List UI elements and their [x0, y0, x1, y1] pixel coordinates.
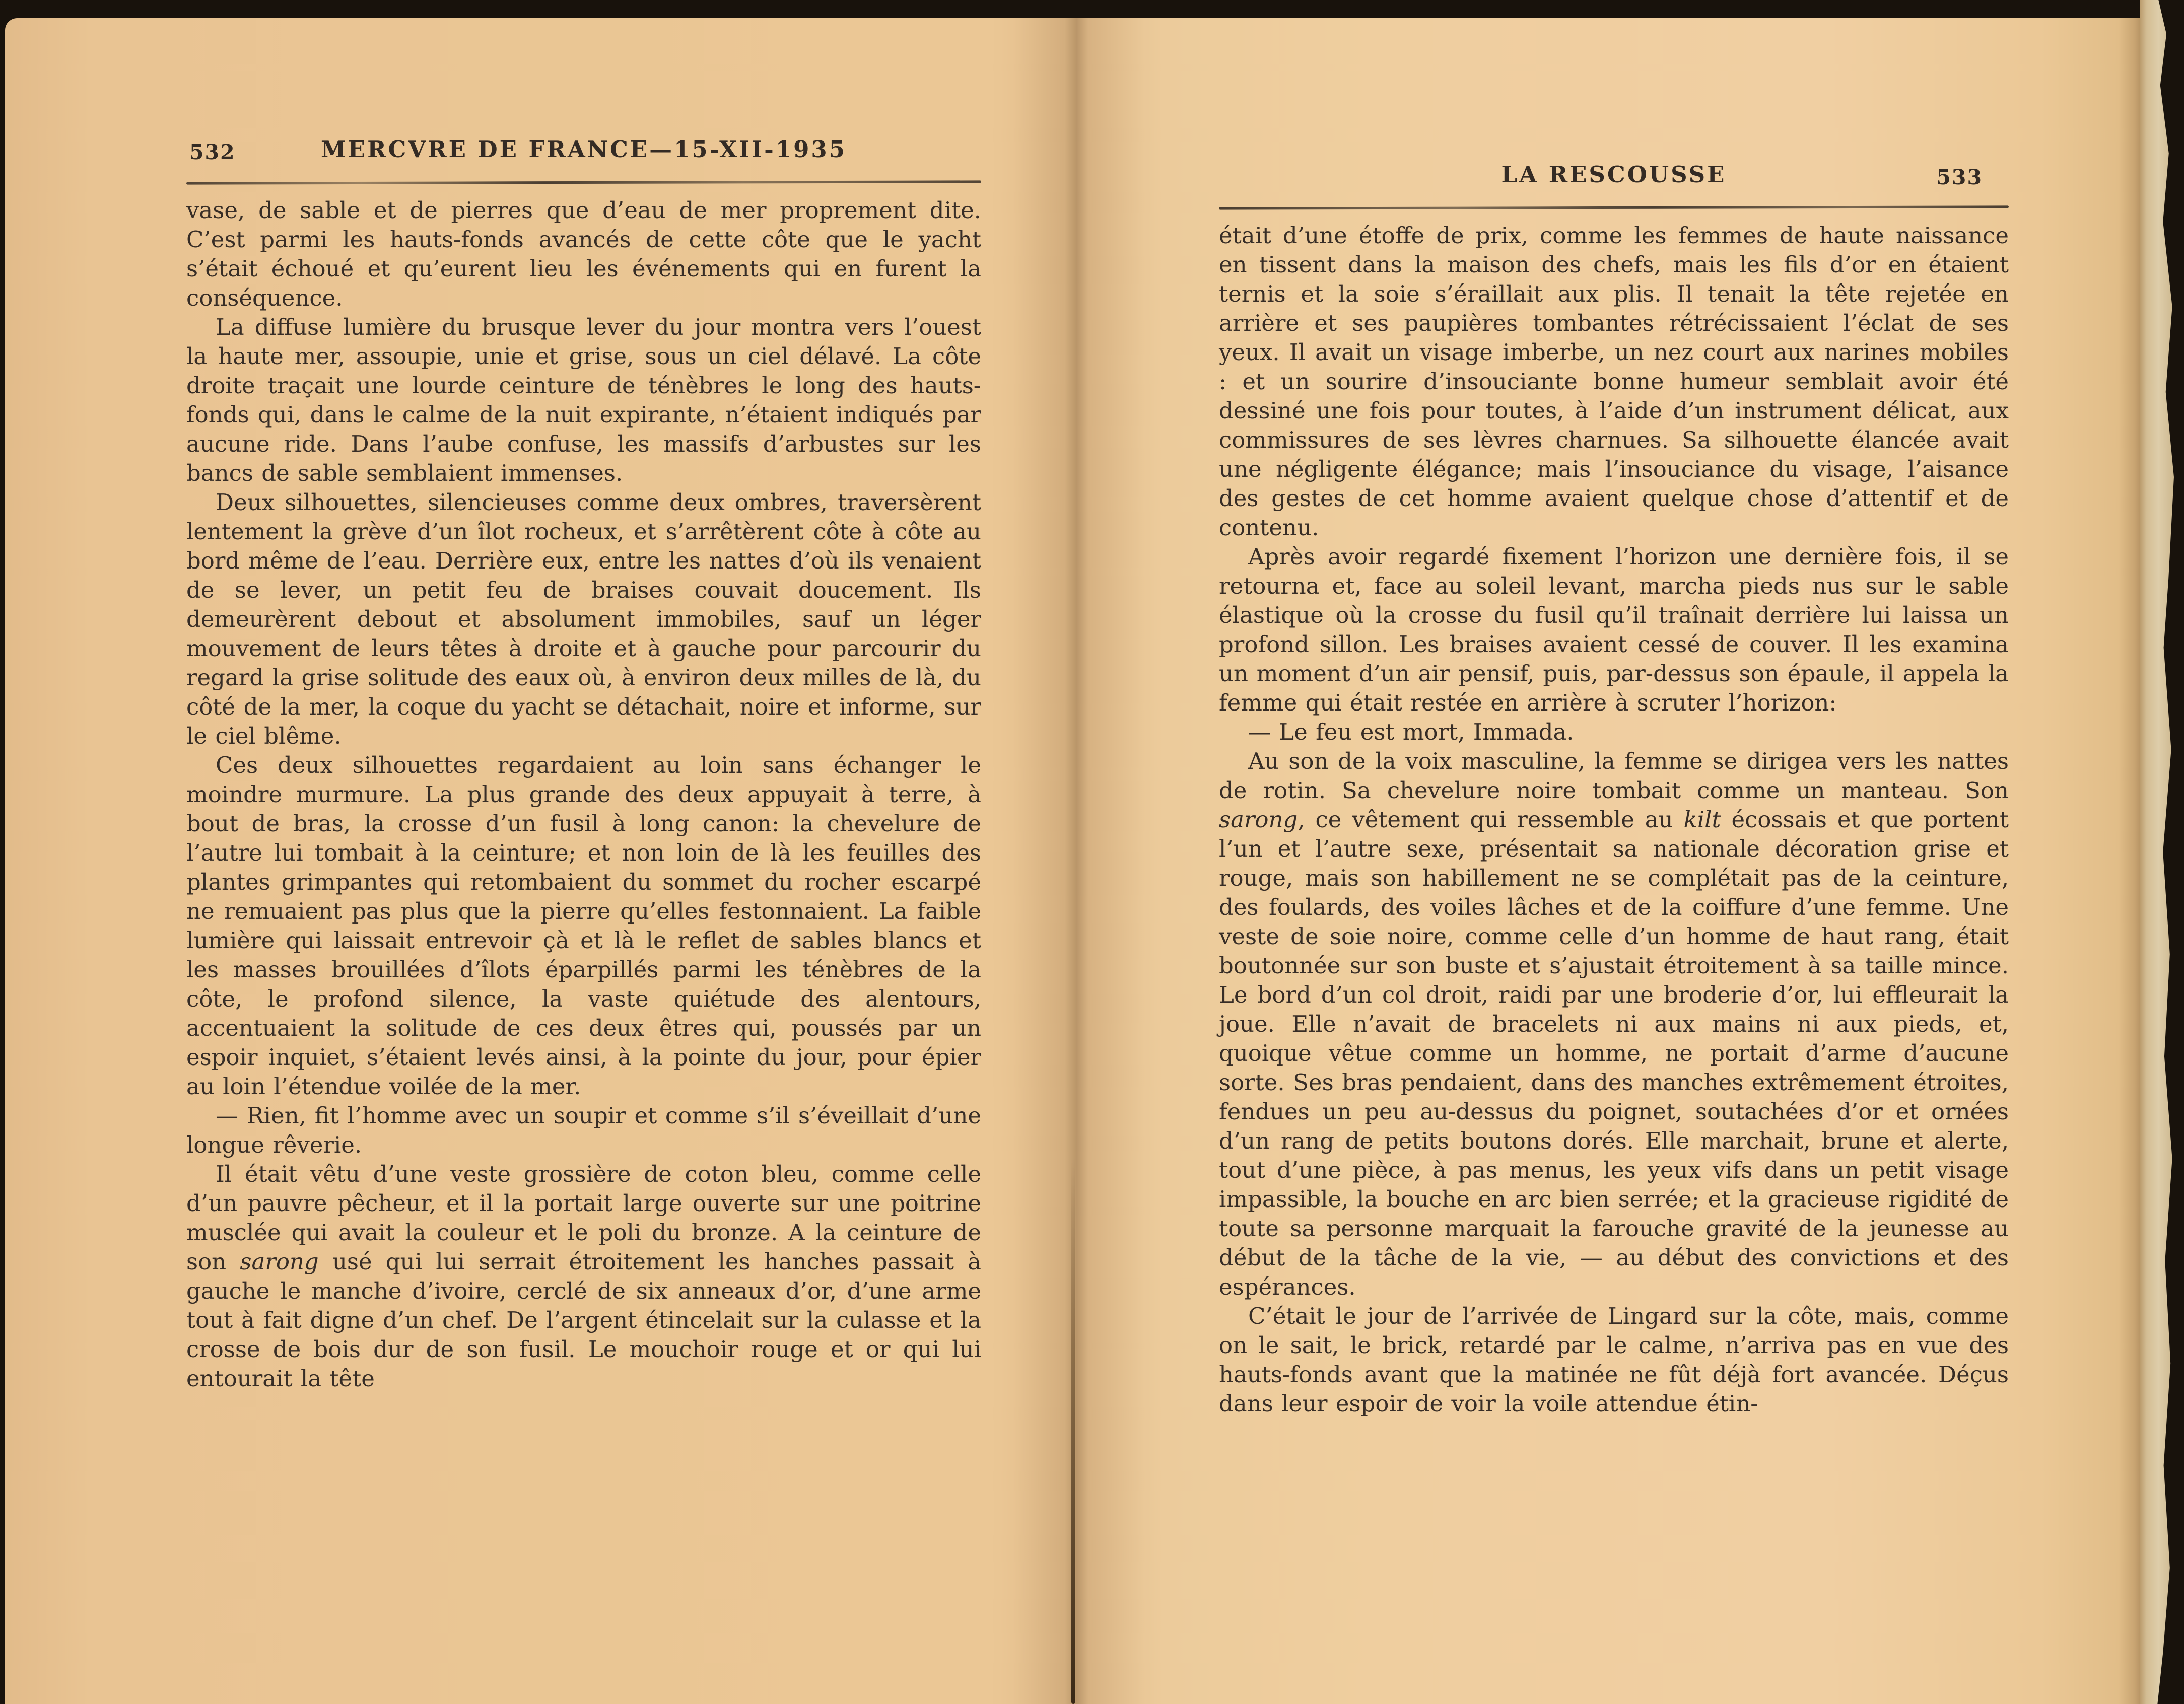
italic-text: sarong	[1219, 806, 1298, 833]
paragraph	[1219, 1302, 2009, 1418]
body-text: Deux silhouettes, silencieuses comme deux ombres, traversèrent lentement la grève d’un îlot rocheux, et s’arrêtèrent côte à côte au bord même de l’eau. Derrière eux, entre les nattes d’où ils venaient de se lever, un petit feu de braises couvait doucement. Ils demeurèrent debout et absolument immobiles, sauf un léger mouvement de leurs têtes à droite et à gauche pour parcourir du regard la grise solitude des eaux où, à environ deux milles de là, du côté de la mer, la coque du yacht se détachait, noire et informe, sur le ciel blême.	[186, 489, 981, 749]
left-running-title: MERCVRE DE FRANCE—15-XII-1935	[320, 136, 847, 163]
paragraph	[186, 313, 981, 488]
body-text: usé qui lui serrait étroitement les hanches passait à gauche le manche d’ivoire, cerclé de six anneaux d’or, d’une arme tout à fait digne d’un chef. De l’argent étincelait sur la culasse et la crosse de bois dur de son fusil. Le mouchoir rouge et or qui lui entourait la tête	[186, 1248, 981, 1392]
right-page-head	[1219, 161, 2009, 200]
left-text-column	[186, 196, 981, 1393]
paragraph	[186, 1160, 981, 1393]
body-text: — Le feu est mort, Immada.	[1248, 719, 1574, 745]
torn-page-edge	[2140, 0, 2174, 1704]
gutter-fold-line	[1071, 1158, 1075, 1704]
right-running-title: LA RESCOUSSE	[1501, 161, 1727, 188]
body-text: La diffuse lumière du brusque lever du jour montra vers l’ouest la haute mer, assoupie, unie et grise, sous un ciel délavé. La côte droite traçait une lourde ceinture de ténèbres le long des hauts-fonds qui, dans le calme de la nuit expirante, n’étaient indiqués par aucune ride. Dans l’aube confuse, les massifs d’arbustes sur les bancs de sable semblaient immenses.	[186, 314, 981, 486]
body-text: — Rien, fit l’homme avec un soupir et comme s’il s’éveillait d’une longue rêverie.	[186, 1102, 981, 1158]
left-page	[186, 136, 981, 1393]
gutter-shadow	[1012, 18, 1143, 1704]
paragraph	[1219, 747, 2009, 1302]
body-text: vase, de sable et de pierres que d’eau de mer proprement dite. C’est parmi les hauts-fonds avancés de cette côte que le yacht s’était échoué et qu’eurent lieu les événements qui en furent la conséquence.	[186, 197, 981, 311]
body-text: Après avoir regardé fixement l’horizon une dernière fois, il se retourna et, face au soleil levant, marcha pieds nus sur le sable élastique où la crosse du fusil qu’il traînait derrière lui laissa un profond sillon. Les braises avaient cessé de couver. Il les examina un moment d’un air pensif, puis, par-dessus son épaule, il appela la femme qui était restée en arrière à scruter l’horizon:	[1219, 543, 2009, 716]
paragraph	[186, 1101, 981, 1160]
body-text: était d’une étoffe de prix, comme les femmes de haute naissance en tissent dans la maison des chefs, mais les fils d’or en étaient ternis et la soie s’éraillait aux plis. Il tenait la tête rejetée en arrière et ses paupières tombantes rétrécissaient l’éclat de ses yeux. Il avait un visage imberbe, un nez court aux narines mobiles : et un sourire d’insouciante bonne humeur semblait avoir été dessiné une fois pour toutes, à l’aide d’un instrument délicat, aux commissures de ses lèvres charnues. Sa silhouette élancée avait une négligente élégance; mais l’insouciance du visage, l’aisance des gestes de cet homme avaient quelque chose d’attentif et de contenu.	[1219, 222, 2009, 541]
right-page	[1219, 161, 2009, 1418]
left-page-number: 532	[189, 140, 236, 164]
left-page-head	[186, 136, 981, 175]
right-header-rule	[1219, 205, 2009, 209]
paragraph	[186, 751, 981, 1101]
left-header-rule	[186, 180, 981, 184]
italic-text: sarong	[240, 1248, 319, 1275]
right-page-number: 533	[1936, 165, 1983, 189]
paragraph	[1219, 542, 2009, 718]
body-text: écossais et que portent l’un et l’autre sexe, présentait sa nationale décoration grise et rouge, mais son habillement ne se complétait pas de la ceinture, des foulards, des voiles lâches et de la coiffure d’une femme. Une veste de soie noire, comme celle d’un homme de haut rang, était boutonnée sur son buste et s’ajustait étroitement à sa taille mince. Le bord d’un col droit, raidi par une broderie d’or, lui effleurait la joue. Elle n’avait de bracelets ni aux mains ni aux pieds, et, quoique vêtue comme un homme, ne portait d’arme d’aucune sorte. Ses bras pendaient, dans des manches extrêmement étroites, fendues un peu au-dessus du poignet, soutachées d’or et ornées d’un rang de petits boutons dorés. Elle marchait, brune et alerte, tout d’une pièce, à pas menus, les yeux vifs dans un petit visage impassible, la bouche en arc bien serrée; et la gracieuse rigidité de toute sa personne marquait la farouche gravité de la jeunesse au début de la tâche de la vie, — au début des convictions et des espérances.	[1219, 806, 2009, 1300]
body-text: Il était vêtu d’une veste grossière de coton bleu, comme celle d’un pauvre pêcheur, et il la portait large ouverte sur une poitrine musclée qui avait la couleur et le poli du bronze. A la ceinture de son	[186, 1161, 981, 1275]
italic-text: kilt	[1683, 806, 1721, 833]
right-text-column	[1219, 221, 2009, 1418]
paragraph	[1219, 718, 2009, 747]
body-text: Au son de la voix masculine, la femme se dirigea vers les nattes de rotin. Sa chevelure noire tombait comme un manteau. Son	[1219, 748, 2009, 804]
body-text: C’était le jour de l’arrivée de Lingard sur la côte, mais, comme on le sait, le brick, retardé par le calme, n’arriva pas en vue des hauts-fonds avant que la matinée ne fût déjà fort avancée. Déçus dans leur espoir de voir la voile attendue étin-	[1219, 1303, 2009, 1417]
body-text: , ce vêtement qui ressemble au	[1298, 806, 1684, 833]
paragraph	[1219, 221, 2009, 542]
body-text: Ces deux silhouettes regardaient au loin sans échanger le moindre murmure. La plus grande des deux appuyait à terre, à bout de bras, la crosse d’un fusil à long canon: la chevelure de l’autre lui tombait à la ceinture; et non loin de là les feuilles des plantes grimpantes qui retombaient du sommet du rocher escarpé ne remuaient pas plus que la pierre qu’elles festonnaient. La faible lumière qui laissait entrevoir çà et là le reflet de sables blancs et les masses brouillées d’îlots éparpillés parmi les ténèbres de la côte, le profond silence, la vaste quiétude des alentours, accentuaient la solitude de ces deux êtres qui, poussés par un espoir inquiet, s’étaient levés ainsi, à la pointe du jour, pour épier au loin l’étendue voilée de la mer.	[186, 752, 981, 1100]
paragraph	[186, 488, 981, 751]
paragraph	[186, 196, 981, 313]
